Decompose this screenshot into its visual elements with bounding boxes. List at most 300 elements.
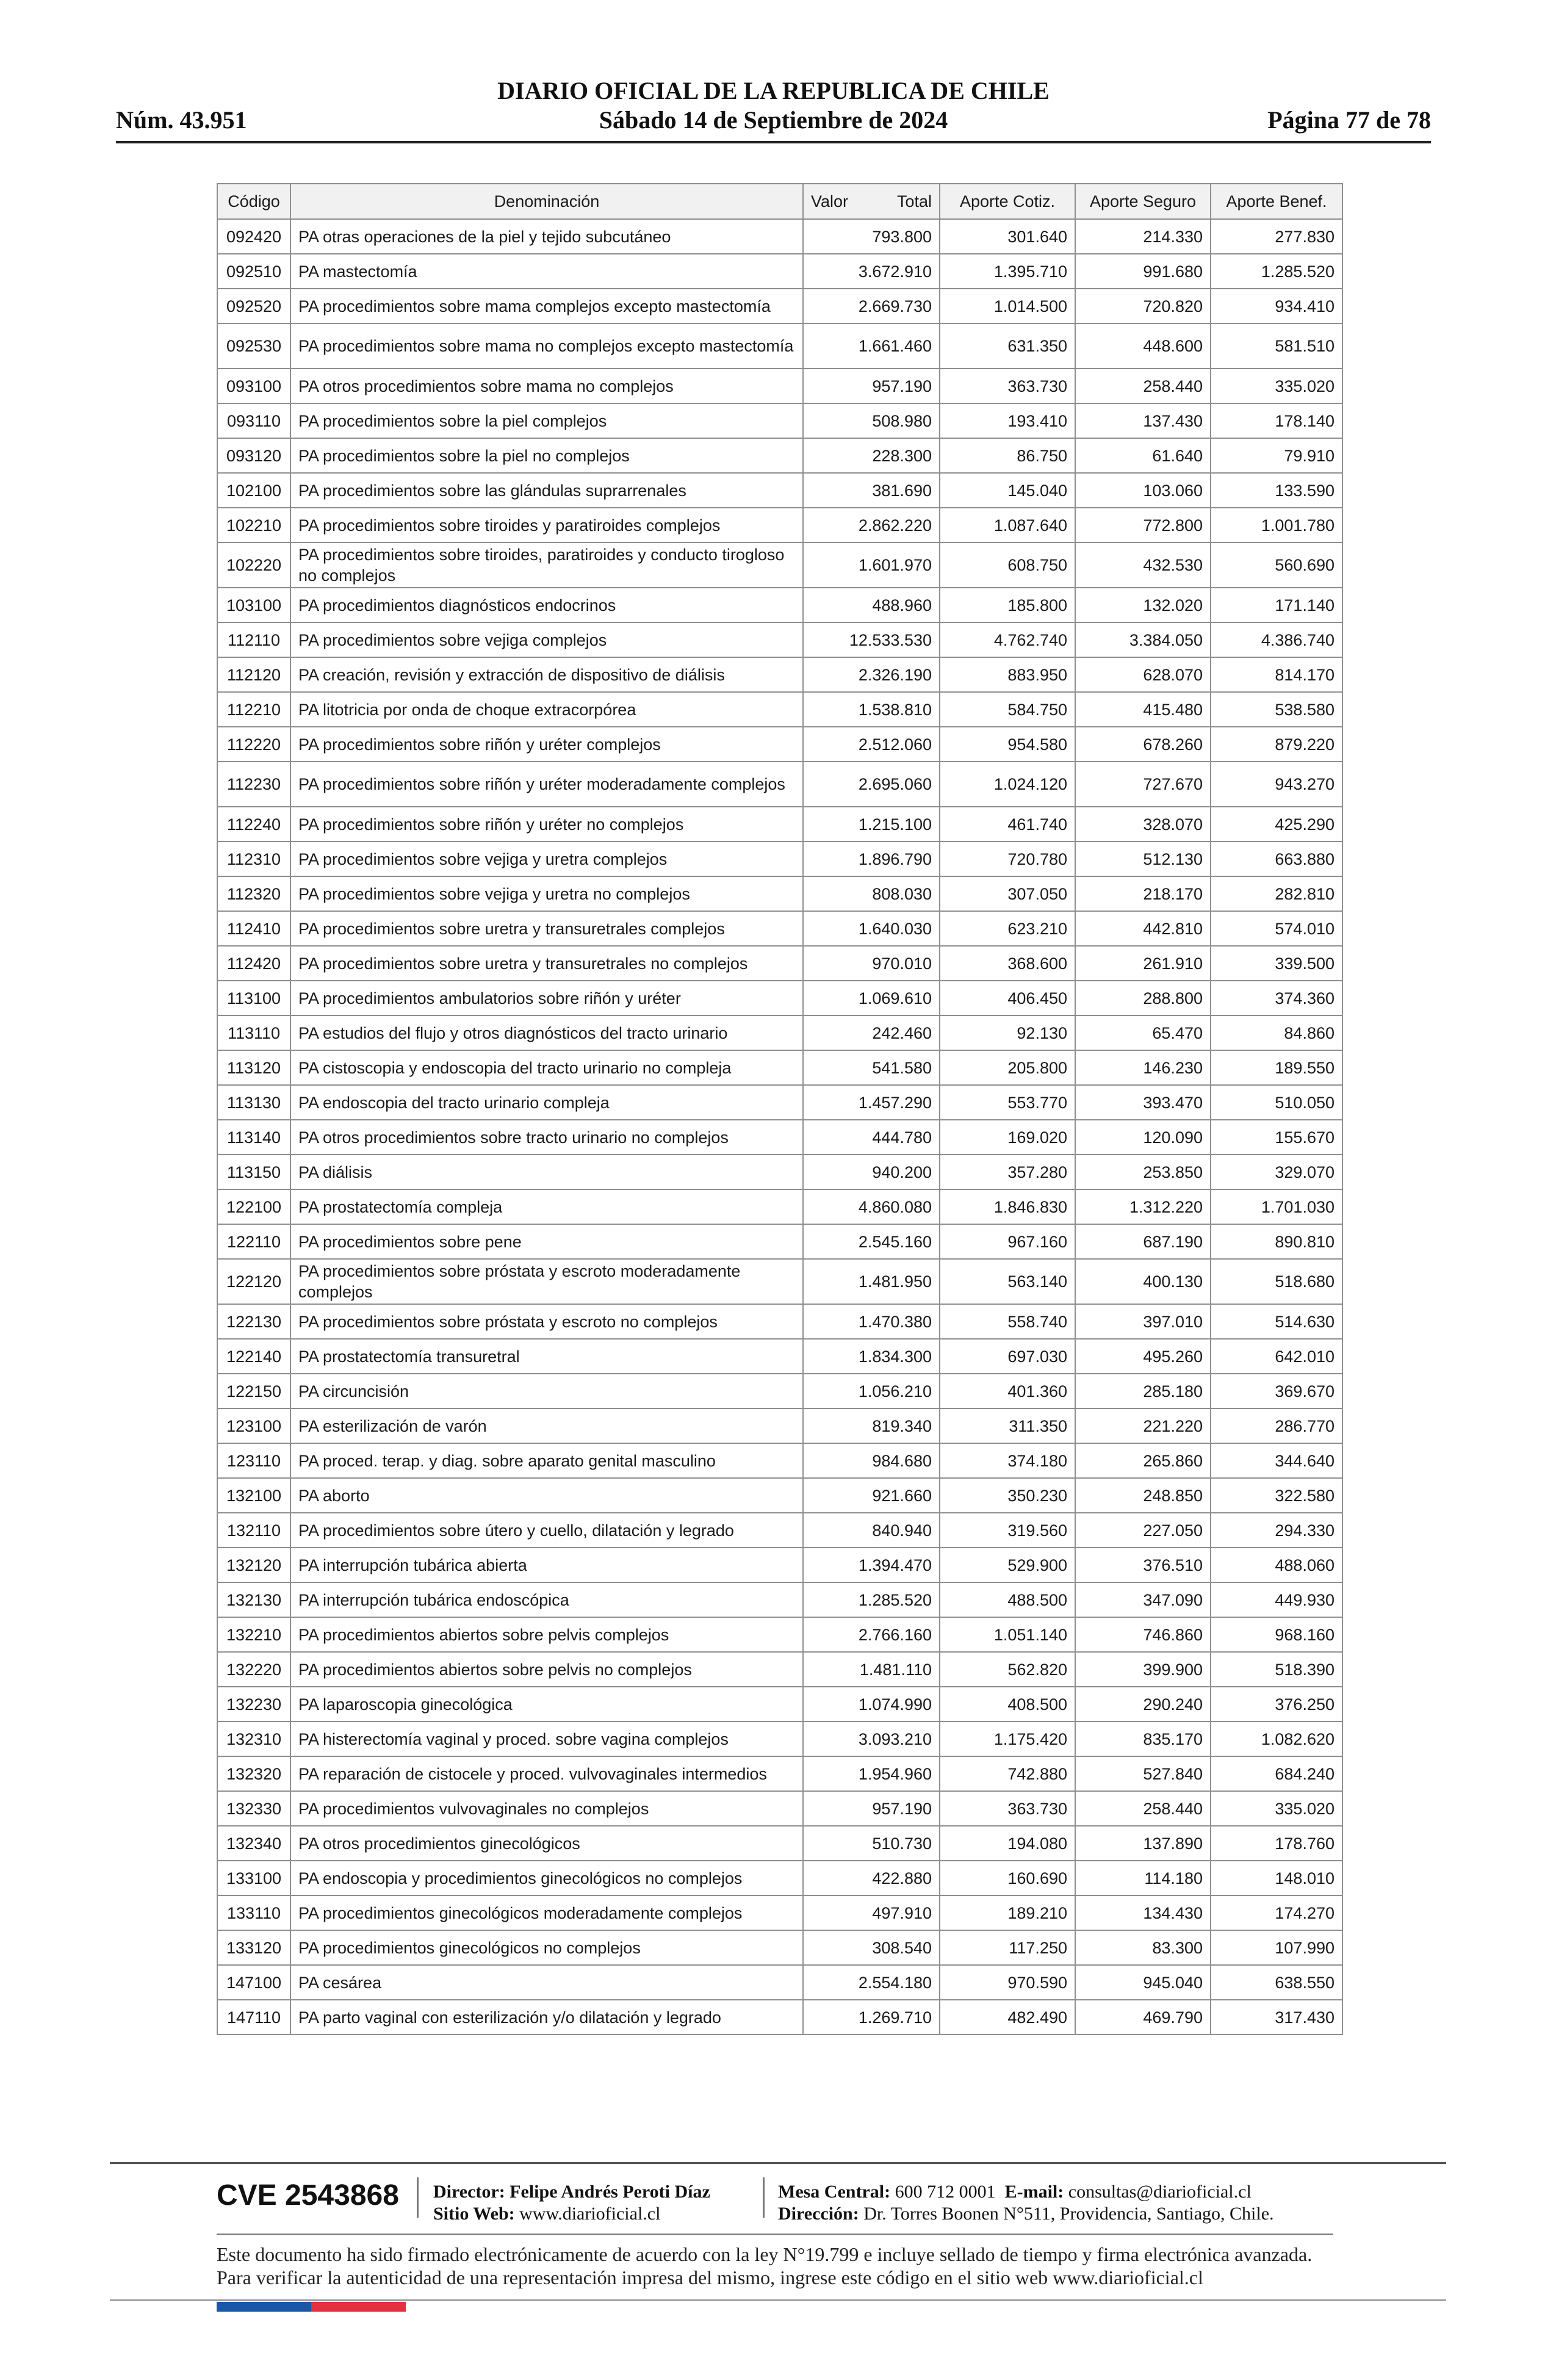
table-row [217, 1756, 1342, 1791]
cell-benef: 294.330 [1211, 1513, 1342, 1548]
cell-name: PA otros procedimientos sobre mama no complejos [290, 369, 803, 403]
cell-name: PA procedimientos sobre uretra y transuretrales complejos [290, 911, 803, 946]
cell-total: 2.326.190 [803, 657, 940, 692]
table-row [217, 911, 1342, 946]
cell-name: PA procedimientos vulvovaginales no complejos [290, 1791, 803, 1826]
cell-seguro: 218.170 [1075, 876, 1211, 911]
cell-total: 1.896.790 [803, 842, 940, 876]
masthead [116, 76, 1431, 135]
email-label: E-mail: [1004, 2182, 1064, 2202]
cell-cotiz: 1.395.710 [940, 254, 1075, 289]
table-row [217, 1791, 1342, 1826]
col-header-cotiz: Aporte Cotiz. [940, 184, 1075, 219]
cell-total: 808.030 [803, 876, 940, 911]
cell-cotiz: 967.160 [940, 1224, 1075, 1259]
cell-seguro: 120.090 [1075, 1120, 1211, 1155]
cell-total: 497.910 [803, 1895, 940, 1930]
cell-name: PA reparación de cistocele y proced. vulvovaginales intermedios [290, 1756, 803, 1791]
cell-name: PA procedimientos sobre las glándulas suprarrenales [290, 473, 803, 508]
cell-code: 102100 [217, 473, 290, 508]
cell-seguro: 945.040 [1075, 1965, 1211, 2000]
cell-benef: 277.830 [1211, 219, 1342, 254]
cell-cotiz: 363.730 [940, 369, 1075, 403]
cell-benef: 642.010 [1211, 1339, 1342, 1374]
table-row [217, 622, 1342, 657]
cell-cotiz: 408.500 [940, 1687, 1075, 1722]
cell-benef: 518.680 [1211, 1259, 1342, 1304]
cell-cotiz: 720.780 [940, 842, 1075, 876]
cell-total: 541.580 [803, 1050, 940, 1085]
table-row [217, 1617, 1342, 1652]
cell-total: 1.069.610 [803, 981, 940, 1015]
cell-name: PA circuncisión [290, 1374, 803, 1408]
cell-total: 984.680 [803, 1443, 940, 1478]
table-row [217, 1224, 1342, 1259]
cell-benef: 538.580 [1211, 692, 1342, 727]
cell-total: 957.190 [803, 1791, 940, 1826]
cell-benef: 329.070 [1211, 1155, 1342, 1189]
cell-name: PA procedimientos sobre tiroides, paratiroides y conducto tirogloso no complejos [290, 543, 803, 588]
cell-total: 957.190 [803, 369, 940, 403]
cell-benef: 1.082.620 [1211, 1722, 1342, 1756]
cell-name: PA histerectomía vaginal y proced. sobre vagina complejos [290, 1722, 803, 1756]
cell-name: PA procedimientos sobre útero y cuello, dilatación y legrado [290, 1513, 803, 1548]
cell-seguro: 400.130 [1075, 1259, 1211, 1304]
cell-code: 112120 [217, 657, 290, 692]
cell-total: 1.640.030 [803, 911, 940, 946]
cell-name: PA procedimientos sobre riñón y uréter no complejos [290, 807, 803, 842]
cell-seguro: 720.820 [1075, 289, 1211, 323]
contact-block [778, 2181, 1274, 2225]
table-row [217, 807, 1342, 842]
cell-name: PA diálisis [290, 1155, 803, 1189]
cell-name: PA otros procedimientos ginecológicos [290, 1826, 803, 1861]
cell-benef: 79.910 [1211, 438, 1342, 473]
cell-code: 133110 [217, 1895, 290, 1930]
cell-name: PA otras operaciones de la piel y tejido subcutáneo [290, 219, 803, 254]
cell-seguro: 290.240 [1075, 1687, 1211, 1722]
cell-total: 3.672.910 [803, 254, 940, 289]
cell-benef: 879.220 [1211, 727, 1342, 762]
cell-seguro: 248.850 [1075, 1478, 1211, 1513]
cell-total: 2.669.730 [803, 289, 940, 323]
cell-total: 488.960 [803, 588, 940, 622]
table-row [217, 1189, 1342, 1224]
cell-code: 102220 [217, 543, 290, 588]
cell-cotiz: 401.360 [940, 1374, 1075, 1408]
cell-code: 122120 [217, 1259, 290, 1304]
table-row [217, 1304, 1342, 1339]
cell-cotiz: 368.600 [940, 946, 1075, 981]
cell-code: 112310 [217, 842, 290, 876]
cell-name: PA otros procedimientos sobre tracto urinario no complejos [290, 1120, 803, 1155]
cell-code: 132110 [217, 1513, 290, 1548]
table-row [217, 1155, 1342, 1189]
page-header [116, 76, 1431, 143]
cell-benef: 1.701.030 [1211, 1189, 1342, 1224]
cell-total: 510.730 [803, 1826, 940, 1861]
table-row [217, 1050, 1342, 1085]
table-row [217, 1895, 1342, 1930]
col-header-total-value-b: Total [896, 192, 932, 211]
cell-seguro: 132.020 [1075, 588, 1211, 622]
cell-seguro: 415.480 [1075, 692, 1211, 727]
cell-total: 921.660 [803, 1478, 940, 1513]
cell-code: 132330 [217, 1791, 290, 1826]
site-link[interactable]: www.diarioficial.cl [519, 2204, 661, 2224]
cell-total: 1.954.960 [803, 1756, 940, 1791]
cell-cotiz: 311.350 [940, 1408, 1075, 1443]
cell-total: 840.940 [803, 1513, 940, 1548]
cell-name: PA parto vaginal con esterilización y/o dilatación y legrado [290, 2000, 803, 2035]
cell-code: 092520 [217, 289, 290, 323]
cell-seguro: 137.890 [1075, 1826, 1211, 1861]
cell-total: 2.766.160 [803, 1617, 940, 1652]
site-label: Sitio Web: [433, 2204, 515, 2224]
cell-cotiz: 4.762.740 [940, 622, 1075, 657]
table-row [217, 438, 1342, 473]
cell-cotiz: 529.900 [940, 1548, 1075, 1582]
cell-cotiz: 631.350 [940, 323, 1075, 369]
cell-seguro: 527.840 [1075, 1756, 1211, 1791]
cell-name: PA prostatectomía transuretral [290, 1339, 803, 1374]
cell-seguro: 253.850 [1075, 1155, 1211, 1189]
cell-code: 112410 [217, 911, 290, 946]
cell-name: PA estudios del flujo y otros diagnósticos del tracto urinario [290, 1015, 803, 1050]
cell-cotiz: 374.180 [940, 1443, 1075, 1478]
cell-cotiz: 1.846.830 [940, 1189, 1075, 1224]
table-row [217, 727, 1342, 762]
cell-cotiz: 363.730 [940, 1791, 1075, 1826]
table-row [217, 369, 1342, 403]
col-header-seguro: Aporte Seguro [1075, 184, 1211, 219]
cell-code: 093110 [217, 403, 290, 438]
cell-cotiz: 1.087.640 [940, 508, 1075, 543]
col-header-name: Denominación [290, 184, 803, 219]
cell-seguro: 678.260 [1075, 727, 1211, 762]
cell-code: 123100 [217, 1408, 290, 1443]
cell-seguro: 772.800 [1075, 508, 1211, 543]
cell-code: 132340 [217, 1826, 290, 1861]
cell-benef: 510.050 [1211, 1085, 1342, 1120]
cell-seguro: 3.384.050 [1075, 622, 1211, 657]
cell-cotiz: 697.030 [940, 1339, 1075, 1374]
footer-separator [763, 2177, 765, 2218]
cell-seguro: 469.790 [1075, 2000, 1211, 2035]
cell-seguro: 1.312.220 [1075, 1189, 1211, 1224]
table-row [217, 1652, 1342, 1687]
cell-seguro: 495.260 [1075, 1339, 1211, 1374]
cell-benef: 322.580 [1211, 1478, 1342, 1513]
cell-code: 122110 [217, 1224, 290, 1259]
cell-name: PA interrupción tubárica abierta [290, 1548, 803, 1582]
cell-cotiz: 194.080 [940, 1826, 1075, 1861]
cell-code: 093120 [217, 438, 290, 473]
cell-benef: 369.670 [1211, 1374, 1342, 1408]
table-row [217, 1085, 1342, 1120]
cell-benef: 518.390 [1211, 1652, 1342, 1687]
cell-cotiz: 562.820 [940, 1652, 1075, 1687]
cell-benef: 934.410 [1211, 289, 1342, 323]
cell-benef: 663.880 [1211, 842, 1342, 876]
table-row [217, 1965, 1342, 2000]
page-number: Página 77 de 78 [1267, 106, 1431, 134]
cell-code: 132230 [217, 1687, 290, 1722]
cell-code: 132320 [217, 1756, 290, 1791]
cell-benef: 174.270 [1211, 1895, 1342, 1930]
cell-benef: 638.550 [1211, 1965, 1342, 2000]
cell-seguro: 265.860 [1075, 1443, 1211, 1478]
table-header-row [217, 184, 1342, 219]
cell-benef: 148.010 [1211, 1861, 1342, 1895]
cell-cotiz: 160.690 [940, 1861, 1075, 1895]
table-row [217, 1930, 1342, 1965]
cell-total: 2.862.220 [803, 508, 940, 543]
cell-code: 122150 [217, 1374, 290, 1408]
address-label: Dirección: [778, 2204, 859, 2224]
footer-divider-bottom [110, 2299, 1446, 2301]
cell-total: 242.460 [803, 1015, 940, 1050]
cell-benef: 449.930 [1211, 1582, 1342, 1617]
cell-code: 133120 [217, 1930, 290, 1965]
footer-divider-top [110, 2162, 1446, 2164]
cell-name: PA litotricia por onda de choque extracorpórea [290, 692, 803, 727]
table-row [217, 946, 1342, 981]
cell-total: 2.545.160 [803, 1224, 940, 1259]
table-row [217, 1722, 1342, 1756]
cell-code: 132210 [217, 1617, 290, 1652]
cell-total: 1.269.710 [803, 2000, 940, 2035]
cell-name: PA procedimientos ginecológicos no complejos [290, 1930, 803, 1965]
cell-seguro: 328.070 [1075, 807, 1211, 842]
cell-cotiz: 883.950 [940, 657, 1075, 692]
cell-code: 122100 [217, 1189, 290, 1224]
cell-seguro: 448.600 [1075, 323, 1211, 369]
cell-cotiz: 623.210 [940, 911, 1075, 946]
cell-cotiz: 563.140 [940, 1259, 1075, 1304]
table-row [217, 1339, 1342, 1374]
cell-seguro: 258.440 [1075, 1791, 1211, 1826]
cell-cotiz: 307.050 [940, 876, 1075, 911]
director-label: Director: [433, 2182, 505, 2202]
cell-cotiz: 117.250 [940, 1930, 1075, 1965]
cell-cotiz: 1.175.420 [940, 1722, 1075, 1756]
cell-benef: 374.360 [1211, 981, 1342, 1015]
table-row [217, 1120, 1342, 1155]
col-header-total-value-a: Valor [811, 192, 849, 211]
col-header-benef: Aporte Benef. [1211, 184, 1342, 219]
cell-cotiz: 1.024.120 [940, 762, 1075, 807]
cell-seguro: 65.470 [1075, 1015, 1211, 1050]
cell-benef: 943.270 [1211, 762, 1342, 807]
cell-name: PA procedimientos sobre uretra y transuretrales no complejos [290, 946, 803, 981]
cell-cotiz: 357.280 [940, 1155, 1075, 1189]
cell-total: 1.285.520 [803, 1582, 940, 1617]
cell-total: 940.200 [803, 1155, 940, 1189]
legal-notice: Este documento ha sido firmado electrónicamente de acuerdo con la ley N°19.799 e incluye sellado de tiempo y firma electrónica avanzada. Para verificar la autenticidad de una representación impresa del mismo, ingrese este código en el sitio web www.diarioficial.cl [217, 2243, 1313, 2288]
cell-total: 1.538.810 [803, 692, 940, 727]
cell-cotiz: 970.590 [940, 1965, 1075, 2000]
director-name: Felipe Andrés Peroti Díaz [510, 2182, 710, 2202]
cell-seguro: 687.190 [1075, 1224, 1211, 1259]
cell-code: 133100 [217, 1861, 290, 1895]
cell-name: PA procedimientos sobre vejiga y uretra no complejos [290, 876, 803, 911]
cell-name: PA esterilización de varón [290, 1408, 803, 1443]
cell-name: PA procedimientos sobre tiroides y paratiroides complejos [290, 508, 803, 543]
cell-cotiz: 608.750 [940, 543, 1075, 588]
cell-seguro: 137.430 [1075, 403, 1211, 438]
cell-cotiz: 205.800 [940, 1050, 1075, 1085]
cell-code: 113130 [217, 1085, 290, 1120]
cell-benef: 178.760 [1211, 1826, 1342, 1861]
cell-benef: 171.140 [1211, 588, 1342, 622]
cell-name: PA cistoscopia y endoscopia del tracto urinario no compleja [290, 1050, 803, 1085]
cell-benef: 344.640 [1211, 1443, 1342, 1478]
table-row [217, 588, 1342, 622]
director-block [433, 2181, 710, 2225]
table-row [217, 323, 1342, 369]
cell-name: PA endoscopia del tracto urinario compleja [290, 1085, 803, 1120]
cell-benef: 133.590 [1211, 473, 1342, 508]
cell-seguro: 835.170 [1075, 1722, 1211, 1756]
cell-total: 1.601.970 [803, 543, 940, 588]
cell-code: 122130 [217, 1304, 290, 1339]
table-row [217, 289, 1342, 323]
cell-code: 102210 [217, 508, 290, 543]
cell-seguro: 258.440 [1075, 369, 1211, 403]
cell-code: 092420 [217, 219, 290, 254]
cell-cotiz: 189.210 [940, 1895, 1075, 1930]
cell-name: PA procedimientos sobre pene [290, 1224, 803, 1259]
cell-code: 112210 [217, 692, 290, 727]
cell-code: 113150 [217, 1155, 290, 1189]
cell-cotiz: 742.880 [940, 1756, 1075, 1791]
table-row [217, 2000, 1342, 2035]
header-divider [116, 141, 1431, 143]
table-row [217, 1374, 1342, 1408]
cell-benef: 890.810 [1211, 1224, 1342, 1259]
cell-name: PA procedimientos ambulatorios sobre riñón y uréter [290, 981, 803, 1015]
cell-benef: 376.250 [1211, 1687, 1342, 1722]
cell-seguro: 991.680 [1075, 254, 1211, 289]
cell-name: PA procedimientos abiertos sobre pelvis complejos [290, 1617, 803, 1652]
cell-cotiz: 350.230 [940, 1478, 1075, 1513]
cell-benef: 107.990 [1211, 1930, 1342, 1965]
cell-total: 970.010 [803, 946, 940, 981]
cell-total: 2.512.060 [803, 727, 940, 762]
cell-code: 112420 [217, 946, 290, 981]
cell-name: PA creación, revisión y extracción de dispositivo de diálisis [290, 657, 803, 692]
cell-cotiz: 301.640 [940, 219, 1075, 254]
cell-seguro: 746.860 [1075, 1617, 1211, 1652]
cell-name: PA cesárea [290, 1965, 803, 2000]
cell-cotiz: 92.130 [940, 1015, 1075, 1050]
cell-name: PA endoscopia y procedimientos ginecológicos no complejos [290, 1861, 803, 1895]
table-row [217, 403, 1342, 438]
cell-benef: 335.020 [1211, 369, 1342, 403]
table-row [217, 762, 1342, 807]
cell-total: 381.690 [803, 473, 940, 508]
cell-name: PA procedimientos sobre la piel complejos [290, 403, 803, 438]
cell-name: PA laparoscopia ginecológica [290, 1687, 803, 1722]
cell-total: 308.540 [803, 1930, 940, 1965]
cell-code: 132220 [217, 1652, 290, 1687]
cell-name: PA procedimientos sobre riñón y uréter complejos [290, 727, 803, 762]
cell-seguro: 214.330 [1075, 219, 1211, 254]
table-row [217, 219, 1342, 254]
cell-cotiz: 1.014.500 [940, 289, 1075, 323]
cell-benef: 425.290 [1211, 807, 1342, 842]
cell-seguro: 221.220 [1075, 1408, 1211, 1443]
table-row [217, 842, 1342, 876]
cell-code: 112320 [217, 876, 290, 911]
cell-cotiz: 319.560 [940, 1513, 1075, 1548]
cell-name: PA procedimientos sobre próstata y escroto moderadamente complejos [290, 1259, 803, 1304]
cell-name: PA procedimientos abiertos sobre pelvis no complejos [290, 1652, 803, 1687]
cell-seguro: 285.180 [1075, 1374, 1211, 1408]
cell-name: PA procedimientos sobre vejiga complejos [290, 622, 803, 657]
cell-name: PA interrupción tubárica endoscópica [290, 1582, 803, 1617]
cell-total: 422.880 [803, 1861, 940, 1895]
table-row [217, 1687, 1342, 1722]
publication-date: Sábado 14 de Septiembre de 2024 [599, 106, 948, 134]
cell-total: 2.554.180 [803, 1965, 940, 2000]
cell-total: 2.695.060 [803, 762, 940, 807]
cell-name: PA procedimientos sobre riñón y uréter moderadamente complejos [290, 762, 803, 807]
cell-seguro: 83.300 [1075, 1930, 1211, 1965]
brand-bar-blue [217, 2302, 311, 2312]
cell-cotiz: 553.770 [940, 1085, 1075, 1120]
table-row [217, 876, 1342, 911]
cell-name: PA proced. terap. y diag. sobre aparato genital masculino [290, 1443, 803, 1478]
cell-total: 508.980 [803, 403, 940, 438]
table-row [217, 1548, 1342, 1582]
cell-code: 103100 [217, 588, 290, 622]
cell-total: 1.834.300 [803, 1339, 940, 1374]
col-header-code: Código [217, 184, 290, 219]
cell-code: 123110 [217, 1443, 290, 1478]
cell-total: 793.800 [803, 219, 940, 254]
cell-seguro: 61.640 [1075, 438, 1211, 473]
email-link[interactable]: consultas@diarioficial.cl [1068, 2182, 1252, 2202]
cell-cotiz: 86.750 [940, 438, 1075, 473]
cell-total: 1.457.290 [803, 1085, 940, 1120]
cell-benef: 1.285.520 [1211, 254, 1342, 289]
cell-code: 113100 [217, 981, 290, 1015]
cell-seguro: 146.230 [1075, 1050, 1211, 1085]
table-row [217, 508, 1342, 543]
cell-total: 3.093.210 [803, 1722, 940, 1756]
cell-code: 112230 [217, 762, 290, 807]
cell-cotiz: 488.500 [940, 1582, 1075, 1617]
cell-benef: 339.500 [1211, 946, 1342, 981]
cell-total: 12.533.530 [803, 622, 940, 657]
cell-total: 1.481.110 [803, 1652, 940, 1687]
cell-total: 444.780 [803, 1120, 940, 1155]
cell-seguro: 261.910 [1075, 946, 1211, 981]
cell-benef: 286.770 [1211, 1408, 1342, 1443]
address-value: Dr. Torres Boonen N°511, Providencia, Santiago, Chile. [863, 2204, 1274, 2224]
cell-code: 112240 [217, 807, 290, 842]
cell-cotiz: 482.490 [940, 2000, 1075, 2035]
cell-cotiz: 193.410 [940, 403, 1075, 438]
cell-name: PA aborto [290, 1478, 803, 1513]
footer-separator [417, 2177, 419, 2218]
cell-code: 132100 [217, 1478, 290, 1513]
cell-benef: 84.860 [1211, 1015, 1342, 1050]
cell-seguro: 399.900 [1075, 1652, 1211, 1687]
cell-benef: 282.810 [1211, 876, 1342, 911]
